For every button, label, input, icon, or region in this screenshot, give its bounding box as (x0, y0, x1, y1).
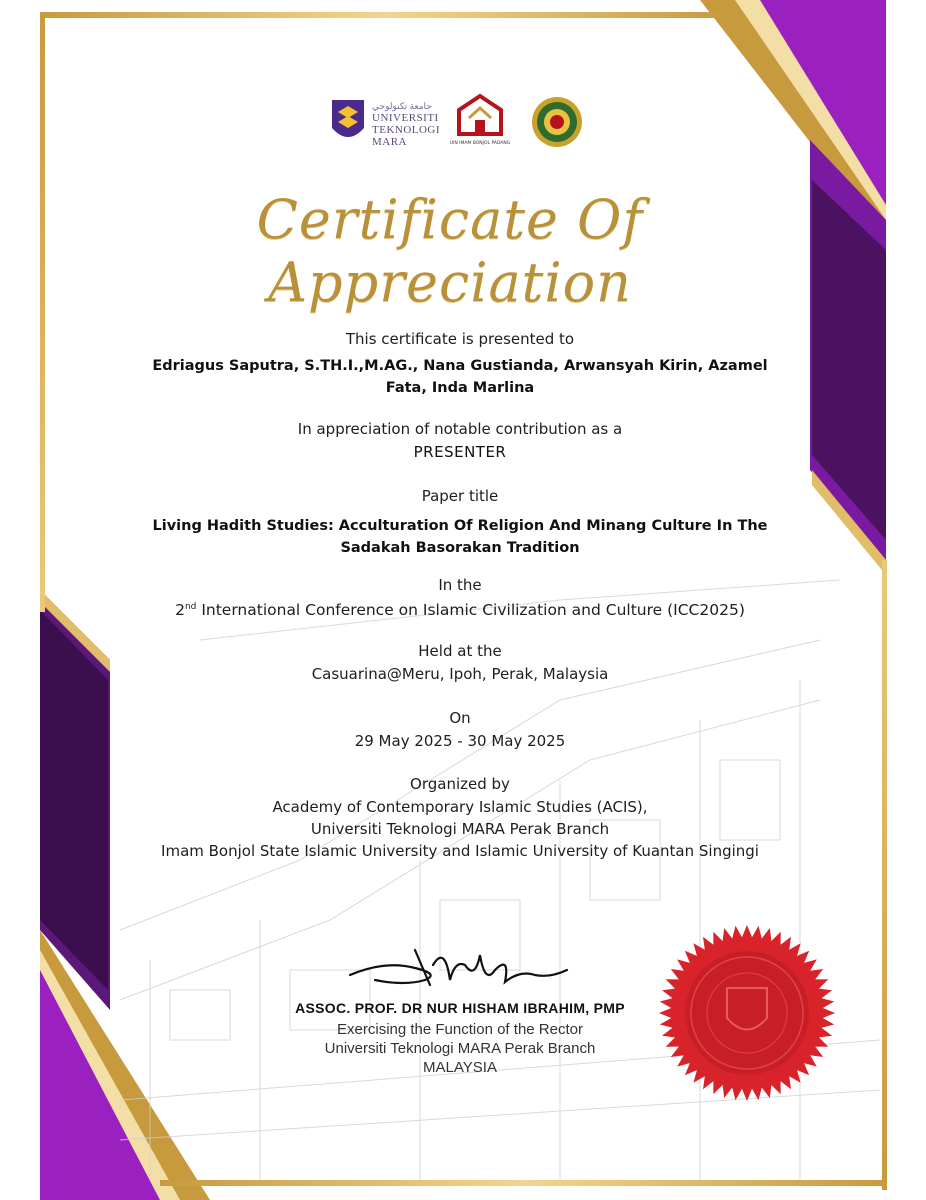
signatory-institution: Universiti Teknologi MARA Perak Branch (324, 1040, 596, 1057)
uitm-name-line2: TEKNOLOGI (372, 124, 441, 136)
organizers (110, 796, 810, 862)
frame-top-border (40, 12, 730, 18)
uniks-logo (528, 95, 586, 149)
recipients-line-1: Edriagus Saputra, S.TH.I.,M.AG., Nana Gustianda, Arwansyah Kirin, Azamel (152, 358, 768, 374)
signature (345, 940, 575, 1000)
frame-bottom-border (160, 1180, 887, 1186)
event-dates: 29 May 2025 - 30 May 2025 (354, 732, 566, 750)
organized-by-label: Organized by (410, 775, 510, 793)
conference-name (110, 596, 810, 621)
in-the-label: In the (438, 576, 482, 594)
uitm-logo (330, 98, 366, 146)
recipients (120, 355, 800, 399)
conference-title: International Conference on Islamic Civilization and Culture (ICC2025) (196, 601, 745, 620)
organizer-line-1: Academy of Contemporary Islamic Studies (ACIS), (272, 798, 648, 816)
venue: Casuarina@Meru, Ipoh, Perak, Malaysia (311, 665, 609, 683)
held-at-label: Held at the (418, 642, 502, 660)
appreciation-label: In appreciation of notable contribution as a (297, 420, 623, 438)
role-label: PRESENTER (413, 443, 507, 461)
frame-left-border (40, 12, 45, 612)
signatory-country: MALAYSIA (423, 1059, 497, 1076)
paper-title-label: Paper title (421, 487, 499, 505)
on-label: On (449, 709, 471, 727)
paper-title (120, 515, 800, 559)
red-seal (656, 922, 838, 1104)
conference-ordinal: 2 (175, 601, 185, 620)
frame-right-border (882, 560, 887, 1190)
uitm-wordmark: جامعة تكنولوجي UNIVERSITI TEKNOLOGI MARA (372, 101, 441, 148)
organizer-line-3: Imam Bonjol State Islamic University and Islamic University of Kuantan Singingi (161, 842, 759, 860)
uitm-name-line3: MARA (372, 136, 408, 148)
presented-to-label: This certificate is presented to (345, 330, 575, 348)
paper-title-line-2: Sadakah Basorakan Tradition (340, 540, 580, 556)
certificate-title: Certificate Of Appreciation (256, 188, 644, 314)
uin-imam-bonjol-logo (449, 94, 511, 150)
recipients-line-2: Fata, Inda Marlina (385, 380, 535, 396)
uin-logo-caption: UIN IMAM BONJOL PADANG (449, 141, 511, 146)
uitm-name-line1: UNIVERSITI (372, 112, 439, 124)
signatory-role: Exercising the Function of the Rector (337, 1021, 583, 1038)
paper-title-line-1: Living Hadith Studies: Acculturation Of Religion And Minang Culture In The (152, 518, 768, 534)
signatory-name: ASSOC. PROF. DR NUR HISHAM IBRAHIM, PMP (295, 1000, 625, 1016)
organizer-line-2: Universiti Teknologi MARA Perak Branch (310, 820, 610, 838)
conference-ordinal-suffix: nd (184, 602, 197, 612)
